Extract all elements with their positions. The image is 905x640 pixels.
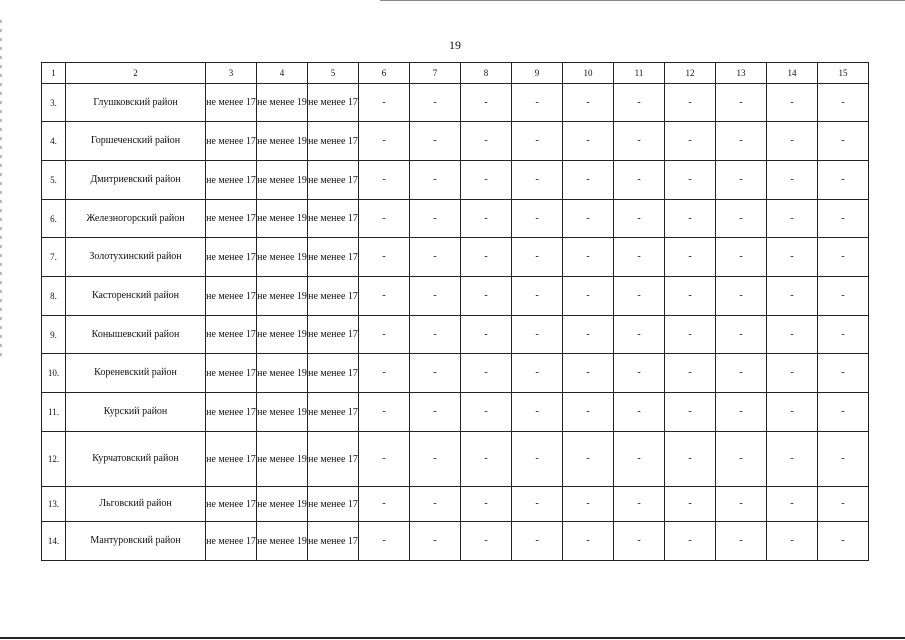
dash-cell: -: [716, 277, 767, 316]
dash-cell: -: [512, 200, 563, 238]
col4-value-cell: не менее 19: [257, 432, 308, 487]
col5-value-cell: не менее 17: [308, 354, 359, 393]
row-number-cell: 14.: [42, 522, 66, 561]
dash-cell: -: [614, 432, 665, 487]
district-name-cell: Курский район: [66, 393, 206, 432]
dash-cell: -: [716, 122, 767, 161]
district-name-cell: Кореневский район: [66, 354, 206, 393]
dash-cell: -: [665, 238, 716, 277]
dash-cell: -: [716, 487, 767, 522]
row-number-cell: 7.: [42, 238, 66, 277]
dash-cell: -: [563, 487, 614, 522]
dash-cell: -: [512, 238, 563, 277]
dash-cell: -: [818, 84, 869, 122]
dash-cell: -: [563, 316, 614, 354]
dash-cell: -: [665, 84, 716, 122]
district-name-cell: Касторенский район: [66, 277, 206, 316]
dash-cell: -: [512, 277, 563, 316]
dash-cell: -: [410, 161, 461, 200]
col3-value-cell: не менее 17: [206, 316, 257, 354]
dash-cell: -: [818, 354, 869, 393]
header-cell: 11: [614, 63, 665, 84]
dash-cell: -: [410, 522, 461, 561]
scan-edge-marks: [0, 20, 2, 360]
dash-cell: -: [359, 316, 410, 354]
header-cell: 6: [359, 63, 410, 84]
dash-cell: -: [716, 200, 767, 238]
dash-cell: -: [716, 316, 767, 354]
col3-value-cell: не менее 17: [206, 354, 257, 393]
district-name-cell: Конышевский район: [66, 316, 206, 354]
dash-cell: -: [614, 277, 665, 316]
dash-cell: -: [614, 316, 665, 354]
district-name-cell: Дмитриевский район: [66, 161, 206, 200]
dash-cell: -: [818, 316, 869, 354]
dash-cell: -: [461, 393, 512, 432]
col3-value-cell: не менее 17: [206, 238, 257, 277]
dash-cell: -: [512, 316, 563, 354]
header-cell: 5: [308, 63, 359, 84]
district-name-cell: Глушковский район: [66, 84, 206, 122]
table-body: [42, 63, 869, 561]
col3-value-cell: не менее 17: [206, 122, 257, 161]
table-row: [42, 238, 869, 277]
data-table: [41, 62, 869, 561]
dash-cell: -: [716, 393, 767, 432]
col4-value-cell: не менее 19: [257, 316, 308, 354]
dash-cell: -: [410, 354, 461, 393]
col5-value-cell: не менее 17: [308, 432, 359, 487]
row-number-cell: 6.: [42, 200, 66, 238]
dash-cell: -: [512, 84, 563, 122]
col4-value-cell: не менее 19: [257, 277, 308, 316]
dash-cell: -: [563, 393, 614, 432]
row-number-cell: 5.: [42, 161, 66, 200]
table-row: [42, 522, 869, 561]
dash-cell: -: [767, 161, 818, 200]
table-row: [42, 487, 869, 522]
district-name-cell: Золотухинский район: [66, 238, 206, 277]
dash-cell: -: [767, 200, 818, 238]
dash-cell: -: [563, 161, 614, 200]
dash-cell: -: [665, 432, 716, 487]
dash-cell: -: [512, 161, 563, 200]
table-row: [42, 84, 869, 122]
dash-cell: -: [767, 122, 818, 161]
dash-cell: -: [716, 432, 767, 487]
header-cell: 12: [665, 63, 716, 84]
dash-cell: -: [563, 522, 614, 561]
dash-cell: -: [410, 277, 461, 316]
dash-cell: -: [614, 238, 665, 277]
table-row: [42, 200, 869, 238]
dash-cell: -: [818, 432, 869, 487]
dash-cell: -: [716, 238, 767, 277]
dash-cell: -: [665, 522, 716, 561]
dash-cell: -: [461, 238, 512, 277]
dash-cell: -: [818, 522, 869, 561]
dash-cell: -: [563, 84, 614, 122]
dash-cell: -: [818, 393, 869, 432]
dash-cell: -: [461, 84, 512, 122]
dash-cell: -: [767, 238, 818, 277]
dash-cell: -: [410, 432, 461, 487]
dash-cell: -: [665, 354, 716, 393]
dash-cell: -: [716, 161, 767, 200]
dash-cell: -: [512, 487, 563, 522]
dash-cell: -: [716, 84, 767, 122]
dash-cell: -: [359, 161, 410, 200]
col5-value-cell: не менее 17: [308, 200, 359, 238]
dash-cell: -: [665, 487, 716, 522]
header-cell: 7: [410, 63, 461, 84]
dash-cell: -: [563, 277, 614, 316]
district-name-cell: Железногорский район: [66, 200, 206, 238]
dash-cell: -: [665, 316, 716, 354]
header-cell: 9: [512, 63, 563, 84]
district-name-cell: Мантуровский район: [66, 522, 206, 561]
dash-cell: -: [563, 432, 614, 487]
dash-cell: -: [767, 354, 818, 393]
dash-cell: -: [410, 122, 461, 161]
dash-cell: -: [359, 84, 410, 122]
col5-value-cell: не менее 17: [308, 393, 359, 432]
table-row: [42, 432, 869, 487]
col5-value-cell: не менее 17: [308, 277, 359, 316]
dash-cell: -: [818, 487, 869, 522]
dash-cell: -: [512, 393, 563, 432]
dash-cell: -: [767, 487, 818, 522]
col4-value-cell: не менее 19: [257, 487, 308, 522]
dash-cell: -: [818, 277, 869, 316]
dash-cell: -: [767, 316, 818, 354]
dash-cell: -: [665, 161, 716, 200]
district-name-cell: Курчатовский район: [66, 432, 206, 487]
table-row: [42, 393, 869, 432]
table-row: [42, 122, 869, 161]
row-number-cell: 3.: [42, 84, 66, 122]
page-number: 19: [449, 38, 461, 52]
col4-value-cell: не менее 19: [257, 200, 308, 238]
dash-cell: -: [512, 122, 563, 161]
dash-cell: -: [512, 522, 563, 561]
dash-cell: -: [359, 200, 410, 238]
dash-cell: -: [461, 122, 512, 161]
col4-value-cell: не менее 19: [257, 354, 308, 393]
dash-cell: -: [410, 316, 461, 354]
col3-value-cell: не менее 17: [206, 522, 257, 561]
header-cell: 1: [42, 63, 66, 84]
dash-cell: -: [665, 200, 716, 238]
col3-value-cell: не менее 17: [206, 161, 257, 200]
col3-value-cell: не менее 17: [206, 277, 257, 316]
col3-value-cell: не менее 17: [206, 84, 257, 122]
dash-cell: -: [614, 122, 665, 161]
col4-value-cell: не менее 19: [257, 238, 308, 277]
table-row: [42, 277, 869, 316]
dash-cell: -: [359, 522, 410, 561]
row-number-cell: 4.: [42, 122, 66, 161]
dash-cell: -: [359, 238, 410, 277]
dash-cell: -: [359, 432, 410, 487]
row-number-cell: 13.: [42, 487, 66, 522]
dash-cell: -: [410, 393, 461, 432]
table-row: [42, 316, 869, 354]
dash-cell: -: [614, 84, 665, 122]
dash-cell: -: [767, 432, 818, 487]
dash-cell: -: [359, 122, 410, 161]
col5-value-cell: не менее 17: [308, 522, 359, 561]
dash-cell: -: [461, 522, 512, 561]
dash-cell: -: [614, 354, 665, 393]
dash-cell: -: [665, 277, 716, 316]
header-cell: 3: [206, 63, 257, 84]
row-number-cell: 8.: [42, 277, 66, 316]
dash-cell: -: [359, 277, 410, 316]
dash-cell: -: [410, 238, 461, 277]
dash-cell: -: [461, 316, 512, 354]
dash-cell: -: [818, 122, 869, 161]
dash-cell: -: [359, 487, 410, 522]
row-number-cell: 10.: [42, 354, 66, 393]
col4-value-cell: не менее 19: [257, 161, 308, 200]
dash-cell: -: [614, 393, 665, 432]
row-number-cell: 9.: [42, 316, 66, 354]
district-name-cell: Горшеченский район: [66, 122, 206, 161]
header-cell: 8: [461, 63, 512, 84]
dash-cell: -: [716, 354, 767, 393]
dash-cell: -: [359, 354, 410, 393]
dash-cell: -: [461, 161, 512, 200]
district-name-cell: Льговский район: [66, 487, 206, 522]
col4-value-cell: не менее 19: [257, 122, 308, 161]
dash-cell: -: [716, 522, 767, 561]
col5-value-cell: не менее 17: [308, 316, 359, 354]
col3-value-cell: не менее 17: [206, 487, 257, 522]
header-cell: 4: [257, 63, 308, 84]
dash-cell: -: [410, 487, 461, 522]
dash-cell: -: [614, 522, 665, 561]
dash-cell: -: [563, 238, 614, 277]
dash-cell: -: [767, 277, 818, 316]
dash-cell: -: [818, 238, 869, 277]
col4-value-cell: не менее 19: [257, 84, 308, 122]
dash-cell: -: [665, 122, 716, 161]
col5-value-cell: не менее 17: [308, 487, 359, 522]
dash-cell: -: [410, 200, 461, 238]
dash-cell: -: [614, 200, 665, 238]
header-cell: 13: [716, 63, 767, 84]
dash-cell: -: [818, 200, 869, 238]
table-row: [42, 354, 869, 393]
col4-value-cell: не менее 19: [257, 522, 308, 561]
header-cell: 14: [767, 63, 818, 84]
col3-value-cell: не менее 17: [206, 432, 257, 487]
top-rule: [380, 0, 905, 1]
bottom-rule: [0, 637, 905, 639]
col5-value-cell: не менее 17: [308, 238, 359, 277]
header-cell: 15: [818, 63, 869, 84]
dash-cell: -: [461, 200, 512, 238]
header-cell: 10: [563, 63, 614, 84]
dash-cell: -: [410, 84, 461, 122]
dash-cell: -: [614, 487, 665, 522]
header-cell: 2: [66, 63, 206, 84]
row-number-cell: 11.: [42, 393, 66, 432]
col5-value-cell: не менее 17: [308, 122, 359, 161]
dash-cell: -: [563, 200, 614, 238]
col5-value-cell: не менее 17: [308, 84, 359, 122]
dash-cell: -: [818, 161, 869, 200]
table-row: [42, 161, 869, 200]
dash-cell: -: [461, 487, 512, 522]
dash-cell: -: [461, 354, 512, 393]
dash-cell: -: [461, 432, 512, 487]
dash-cell: -: [461, 277, 512, 316]
dash-cell: -: [767, 522, 818, 561]
dash-cell: -: [665, 393, 716, 432]
col3-value-cell: не менее 17: [206, 393, 257, 432]
dash-cell: -: [512, 432, 563, 487]
row-number-cell: 12.: [42, 432, 66, 487]
table-header-row: [42, 63, 869, 84]
col3-value-cell: не менее 17: [206, 200, 257, 238]
dash-cell: -: [512, 354, 563, 393]
dash-cell: -: [614, 161, 665, 200]
dash-cell: -: [767, 84, 818, 122]
dash-cell: -: [359, 393, 410, 432]
dash-cell: -: [563, 122, 614, 161]
dash-cell: -: [767, 393, 818, 432]
col4-value-cell: не менее 19: [257, 393, 308, 432]
dash-cell: -: [563, 354, 614, 393]
col5-value-cell: не менее 17: [308, 161, 359, 200]
